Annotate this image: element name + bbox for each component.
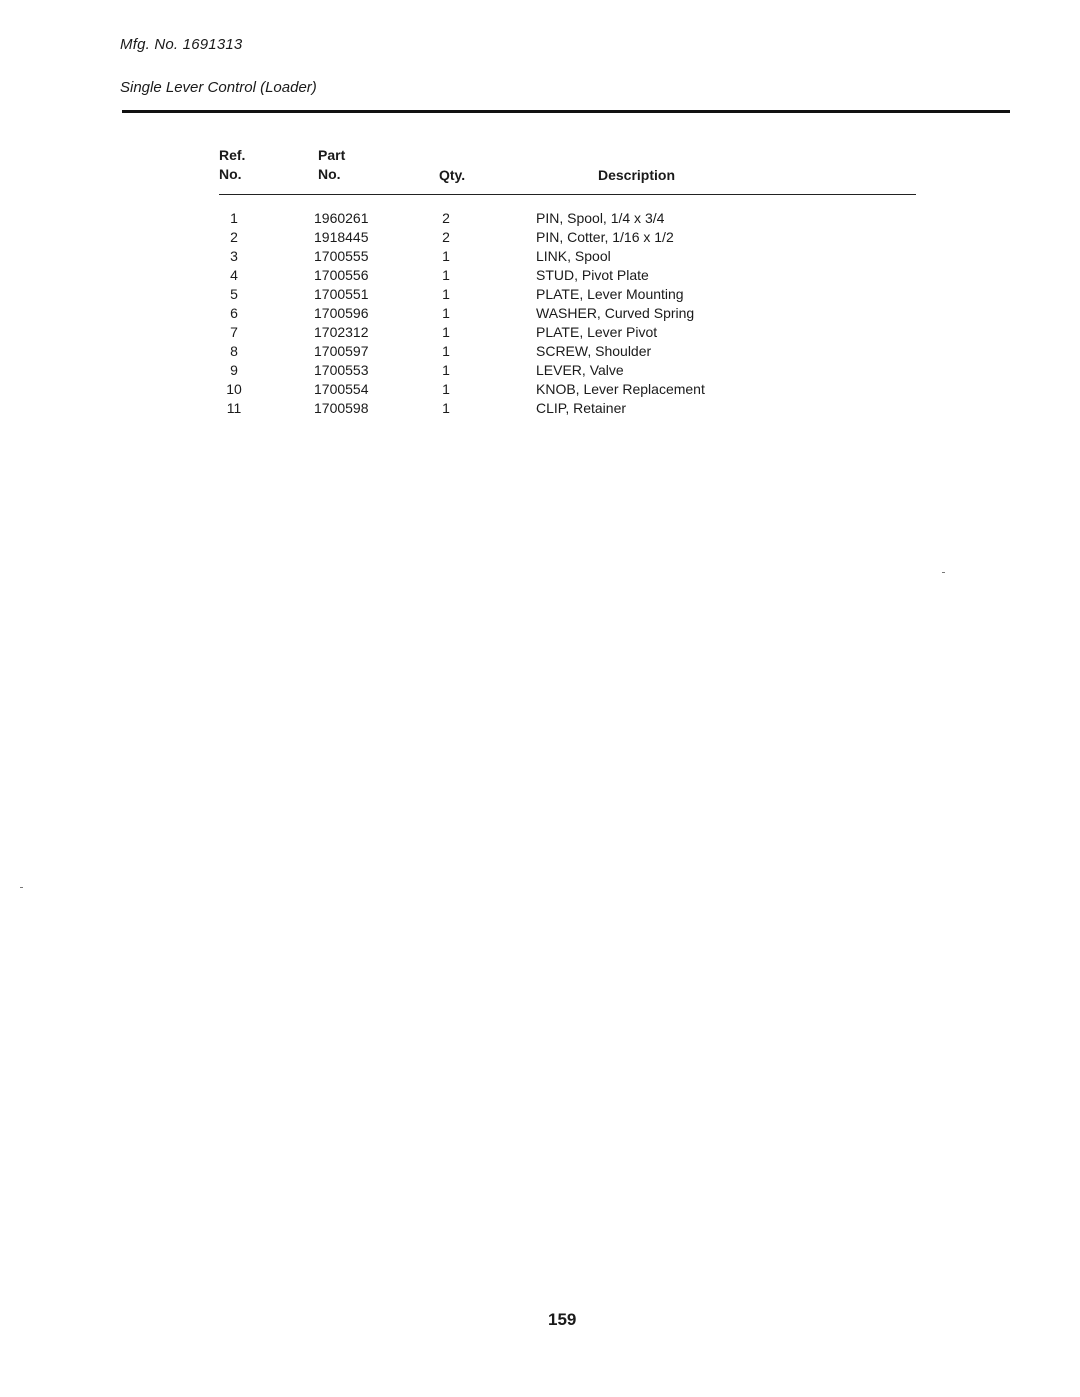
- part-number: 1700596: [314, 305, 369, 321]
- header-divider: [122, 110, 1010, 113]
- part-number: 1918445: [314, 229, 369, 245]
- column-header-part: [318, 146, 345, 184]
- column-header-ref-line1: Ref.: [219, 147, 246, 163]
- page-number: 159: [548, 1310, 577, 1329]
- quantity: 2: [442, 210, 450, 226]
- description: PLATE, Lever Pivot: [536, 324, 658, 340]
- part-number: 1700555: [314, 248, 369, 264]
- ref-number: 9: [230, 362, 238, 378]
- description: PIN, Cotter, 1/16 x 1/2: [536, 229, 674, 245]
- quantity: 1: [442, 267, 450, 283]
- table-row: [0, 399, 1080, 418]
- ref-number: 8: [230, 343, 238, 359]
- quantity: 1: [442, 362, 450, 378]
- quantity: 1: [442, 343, 450, 359]
- ref-number: 2: [230, 229, 238, 245]
- column-header-ref: [219, 146, 245, 184]
- column-header-description: Description: [598, 167, 676, 183]
- quantity: 1: [442, 305, 450, 321]
- ref-number: 11: [226, 400, 242, 416]
- description: PLATE, Lever Mounting: [536, 286, 684, 302]
- ref-number: 10: [226, 381, 242, 397]
- quantity: 1: [442, 400, 450, 416]
- quantity: 1: [442, 381, 450, 397]
- description: LINK, Spool: [536, 248, 611, 264]
- part-number: 1700554: [314, 381, 369, 397]
- ref-number: 7: [230, 324, 238, 340]
- section-title: Single Lever Control (Loader): [120, 79, 317, 96]
- table-row: [0, 285, 1080, 304]
- mfg-number: Mfg. No. 1691313: [120, 36, 243, 53]
- description: LEVER, Valve: [536, 362, 624, 378]
- column-header-qty: Qty.: [439, 167, 466, 183]
- column-header-part-line1: Part: [318, 147, 346, 163]
- part-number: 1960261: [314, 210, 369, 226]
- description: PIN, Spool, 1/4 x 3/4: [536, 210, 665, 226]
- quantity: 1: [442, 324, 450, 340]
- scan-speck: [942, 572, 945, 573]
- ref-number: 3: [230, 248, 238, 264]
- table-row: [0, 323, 1080, 342]
- quantity: 2: [442, 229, 450, 245]
- table-row: [0, 380, 1080, 399]
- parts-table-body: [0, 209, 1080, 418]
- description: WASHER, Curved Spring: [536, 305, 695, 321]
- table-row: [0, 228, 1080, 247]
- description: KNOB, Lever Replacement: [536, 381, 705, 397]
- ref-number: 1: [230, 210, 238, 226]
- part-number: 1700597: [314, 343, 369, 359]
- table-row: [0, 266, 1080, 285]
- part-number: 1702312: [314, 324, 369, 340]
- table-header-divider: [219, 194, 916, 195]
- table-row: [0, 247, 1080, 266]
- part-number: 1700553: [314, 362, 369, 378]
- ref-number: 4: [230, 267, 238, 283]
- description: STUD, Pivot Plate: [536, 267, 649, 283]
- scan-speck: [20, 887, 23, 888]
- quantity: 1: [442, 248, 450, 264]
- column-header-part-line2: No.: [318, 166, 341, 182]
- column-header-ref-line2: No.: [219, 166, 242, 182]
- part-number: 1700551: [314, 286, 369, 302]
- ref-number: 5: [230, 286, 238, 302]
- table-row: [0, 342, 1080, 361]
- part-number: 1700598: [314, 400, 369, 416]
- ref-number: 6: [230, 305, 238, 321]
- quantity: 1: [442, 286, 450, 302]
- table-row: [0, 304, 1080, 323]
- description: CLIP, Retainer: [536, 400, 627, 416]
- table-row: [0, 209, 1080, 228]
- table-row: [0, 361, 1080, 380]
- description: SCREW, Shoulder: [536, 343, 652, 359]
- part-number: 1700556: [314, 267, 369, 283]
